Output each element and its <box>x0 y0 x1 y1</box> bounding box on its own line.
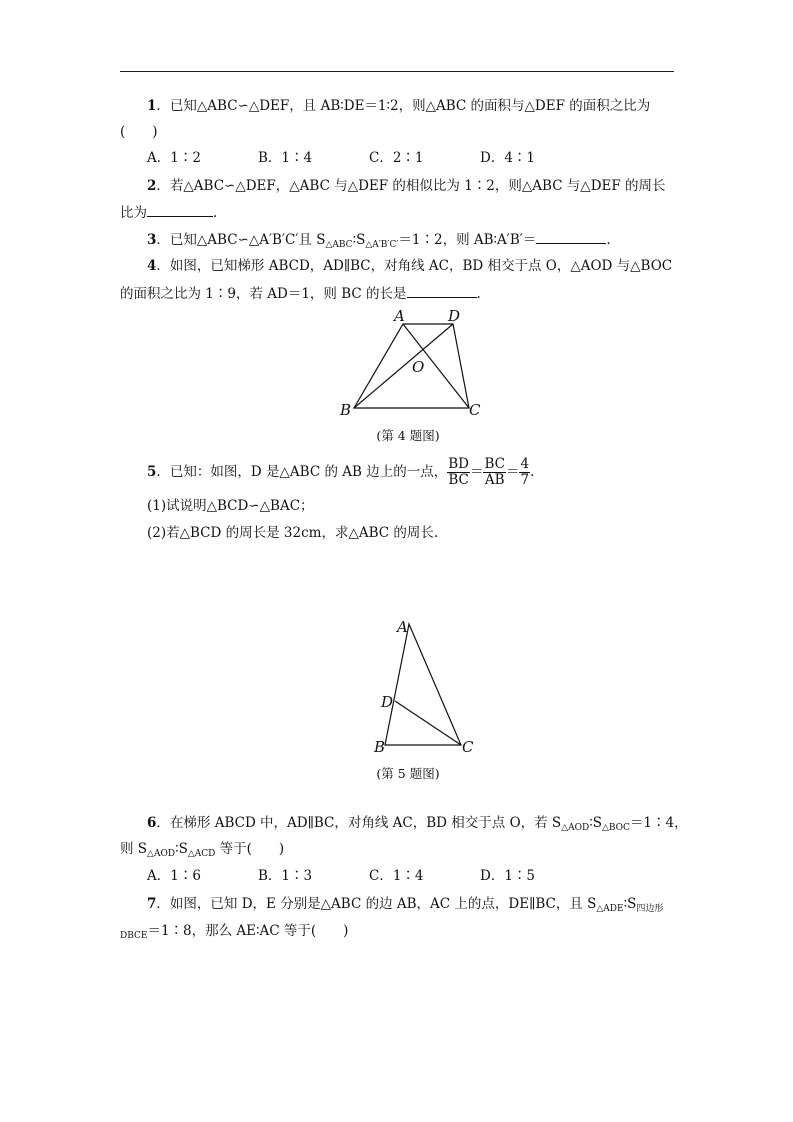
q6-sub-aod: △AOD <box>561 823 590 833</box>
q7-sub-quadrilateral: 四边形 <box>636 904 664 914</box>
q4-text-2: 的面积之比为 1∶9，若 AD＝1，则 BC 的长是 <box>120 286 407 302</box>
q6-text-c: ＝1∶4， <box>629 815 688 831</box>
q5-part2: (2)若△BCD 的周长是 32cm，求△ABC 的周长. <box>147 525 439 541</box>
q5-triangle-figure <box>360 612 490 760</box>
q4-caption: (第 4 题图) <box>376 428 440 443</box>
q5-fraction-4-7 <box>519 457 530 488</box>
q3-sub-abc-prime: △A′B′C′ <box>365 240 399 250</box>
diagonal-bd <box>354 324 453 408</box>
label-b: B <box>374 738 386 756</box>
q1-number: 1 <box>147 98 157 114</box>
frac1-denominator: BC <box>448 472 469 488</box>
q1-option-a: A．1∶2 <box>147 150 201 166</box>
q5-fraction-bd-bc <box>447 457 470 488</box>
q7-number: 7 <box>147 896 157 912</box>
q3-text-a: ．已知△ABC∽△A′B′C′且 S <box>156 232 326 248</box>
q5-equals-1: ＝ <box>469 464 484 480</box>
q3-sub-abc: △ABC <box>325 240 353 250</box>
frac1-numerator: BD <box>448 456 469 472</box>
q6-options <box>120 866 701 886</box>
q6-text-b: ∶S <box>589 815 602 831</box>
q1-option-c: C．2∶1 <box>369 150 424 166</box>
q4-answer-blank[interactable] <box>407 283 477 298</box>
q1-options <box>120 148 701 168</box>
q4-trapezoid-figure <box>330 305 500 423</box>
header-rule <box>120 71 674 72</box>
q6-sub-aod-2: △AOD <box>147 849 176 859</box>
q1-option-b: B．1∶4 <box>258 150 313 166</box>
q3-text-c: ＝1∶2，则 AB∶A′B′＝ <box>398 232 537 248</box>
label-c: C <box>462 738 474 756</box>
frac2-numerator: BC <box>484 456 505 472</box>
label-o: O <box>412 358 425 376</box>
q5-part1: (1)试说明△BCD∽△BAC； <box>147 498 314 514</box>
q2-answer-blank[interactable] <box>147 202 213 217</box>
q5-stem <box>120 454 701 490</box>
q6-text-l2c: 等于( ) <box>215 841 285 857</box>
label-a: A <box>394 307 405 325</box>
q7-stem-line2 <box>120 921 674 946</box>
q5-number: 5 <box>147 464 157 480</box>
q4-text: ．如图，已知梯形 ABCD，AD∥BC，对角线 AC，BD 相交于点 O，△AOD 与△BOC <box>156 258 673 274</box>
q7-sub-ade: △ADE <box>596 904 624 914</box>
q3-end: . <box>606 232 611 248</box>
q2-number: 2 <box>147 178 157 194</box>
q4-end: . <box>476 286 481 302</box>
q3-stem <box>120 229 701 255</box>
q7-sub-dbce: DBCE <box>120 931 148 941</box>
triangle-abc <box>385 624 461 745</box>
q6-option-b: B．1∶3 <box>258 868 313 884</box>
q6-stem <box>120 813 701 838</box>
q1-text: ．已知△ABC∽△DEF，且 AB∶DE＝1∶2，则△ABC 的面积与△DEF 的面积之比为 <box>156 98 651 114</box>
q7-stem <box>120 894 701 919</box>
frac2-denominator: AB <box>484 472 505 488</box>
q7-text-b: ∶S <box>623 896 637 912</box>
q1-stem <box>120 96 701 116</box>
q2-text-2: 比为 <box>120 205 147 221</box>
frac3-denominator: 7 <box>520 472 530 488</box>
q6-text-l2a: 则 S <box>120 841 148 857</box>
q6-text-a: ．在梯形 ABCD 中，AD∥BC，对角线 AC，BD 相交于点 O，若 S <box>156 815 562 831</box>
q1-answer-paren <box>120 122 674 142</box>
q5-caption: (第 5 题图) <box>376 766 440 781</box>
q6-sub-boc: △BOC <box>601 823 630 833</box>
q4-number: 4 <box>147 258 157 274</box>
q3-text-b: ∶S <box>352 232 366 248</box>
q5-fraction-bc-ab <box>483 457 506 488</box>
q3-number: 3 <box>147 232 157 248</box>
q6-option-c: C．1∶4 <box>369 868 424 884</box>
q2-stem-line2 <box>120 202 674 223</box>
q6-option-d: D．1∶5 <box>480 868 536 884</box>
label-b: B <box>340 401 352 419</box>
label-d: D <box>448 307 461 325</box>
q2-text: ．若△ABC∽△DEF，△ABC 与△DEF 的相似比为 1∶2，则△ABC 与△DEF 的周长 <box>156 178 666 194</box>
q1-option-d: D．4∶1 <box>480 150 536 166</box>
q4-stem-line2 <box>120 283 674 304</box>
q5-text: ．已知：如图，D 是△ABC 的 AB 边上的一点， <box>156 464 448 480</box>
q7-text-a: ．如图，已知 D，E 分别是△ABC 的边 AB，AC 上的点，DE∥BC，且 S <box>156 896 597 912</box>
q6-text-l2b: ∶S <box>175 841 188 857</box>
q5-end: . <box>530 464 535 480</box>
q4-stem <box>120 256 701 276</box>
q2-end: . <box>213 205 218 221</box>
frac3-numerator: 4 <box>520 456 530 472</box>
label-d: D <box>381 693 394 711</box>
label-c: C <box>469 401 481 419</box>
q7-text-l2: ＝1∶8，那么 AE∶AC 等于( ) <box>147 923 349 939</box>
q6-sub-acd: △ACD <box>187 849 216 859</box>
q6-option-a: A．1∶6 <box>147 868 201 884</box>
q2-stem <box>120 176 701 196</box>
q6-stem-line2 <box>120 839 674 864</box>
label-a: A <box>397 618 408 636</box>
q3-answer-blank[interactable] <box>536 229 606 244</box>
q5-equals-2: ＝ <box>505 464 520 480</box>
q1-paren: ( ) <box>120 124 158 140</box>
q6-number: 6 <box>147 815 157 831</box>
